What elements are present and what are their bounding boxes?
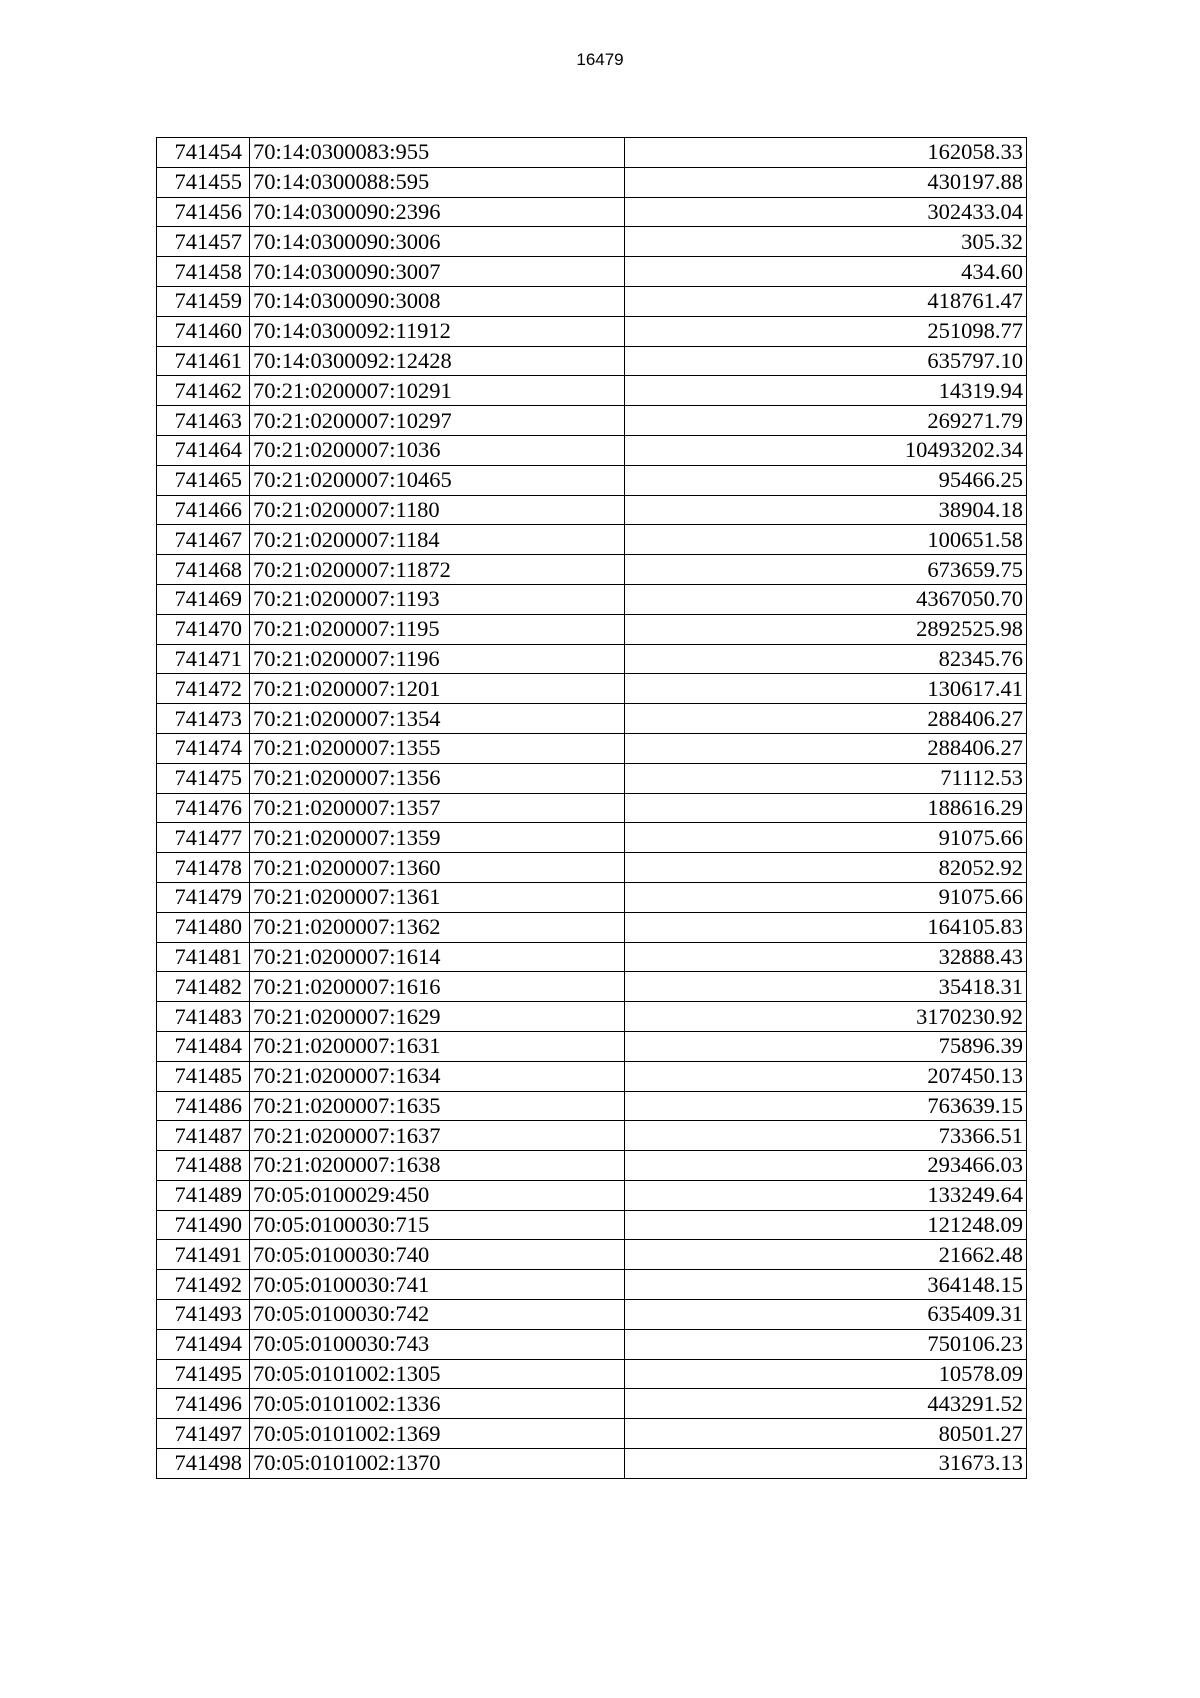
cadastral-value-cell: 73366.51 xyxy=(625,1121,1027,1151)
row-id-cell: 741469 xyxy=(157,584,250,614)
row-id-cell: 741455 xyxy=(157,167,250,197)
table-row xyxy=(157,435,1027,465)
cadastral-number-cell: 70:05:0100030:740 xyxy=(250,1240,625,1270)
cadastral-number-cell: 70:21:0200007:1360 xyxy=(250,853,625,883)
row-id-cell: 741484 xyxy=(157,1031,250,1061)
cadastral-value-cell: 35418.31 xyxy=(625,972,1027,1002)
table-row xyxy=(157,1449,1027,1479)
cadastral-number-cell: 70:14:0300088:595 xyxy=(250,167,625,197)
cadastral-value-cell: 293466.03 xyxy=(625,1151,1027,1181)
table-row xyxy=(157,1210,1027,1240)
table-row xyxy=(157,1389,1027,1419)
cadastral-number-cell: 70:21:0200007:1356 xyxy=(250,763,625,793)
row-id-cell: 741471 xyxy=(157,644,250,674)
row-id-cell: 741481 xyxy=(157,942,250,972)
cadastral-value-cell: 673659.75 xyxy=(625,555,1027,585)
row-id-cell: 741464 xyxy=(157,435,250,465)
table-row xyxy=(157,882,1027,912)
cadastral-number-cell: 70:21:0200007:1354 xyxy=(250,704,625,734)
cadastral-number-cell: 70:05:0101002:1370 xyxy=(250,1449,625,1479)
cadastral-value-cell: 302433.04 xyxy=(625,197,1027,227)
table-row xyxy=(157,584,1027,614)
cadastral-value-cell: 82052.92 xyxy=(625,853,1027,883)
cadastral-number-cell: 70:21:0200007:1036 xyxy=(250,435,625,465)
cadastral-value-cell: 434.60 xyxy=(625,257,1027,287)
table-row xyxy=(157,793,1027,823)
table-row xyxy=(157,555,1027,585)
cadastral-value-cell: 130617.41 xyxy=(625,674,1027,704)
cadastral-number-cell: 70:05:0100030:743 xyxy=(250,1329,625,1359)
cadastral-number-cell: 70:21:0200007:1362 xyxy=(250,912,625,942)
cadastral-value-cell: 635409.31 xyxy=(625,1300,1027,1330)
table-row xyxy=(157,1121,1027,1151)
cadastral-number-cell: 70:05:0100029:450 xyxy=(250,1180,625,1210)
row-id-cell: 741459 xyxy=(157,286,250,316)
row-id-cell: 741467 xyxy=(157,525,250,555)
table-row xyxy=(157,1002,1027,1032)
table-row xyxy=(157,465,1027,495)
cadastral-number-cell: 70:21:0200007:1634 xyxy=(250,1061,625,1091)
cadastral-value-cell: 82345.76 xyxy=(625,644,1027,674)
cadastral-number-cell: 70:05:0101002:1369 xyxy=(250,1419,625,1449)
row-id-cell: 741495 xyxy=(157,1359,250,1389)
table-row xyxy=(157,138,1027,168)
table-row xyxy=(157,704,1027,734)
cadastral-value-cell: 443291.52 xyxy=(625,1389,1027,1419)
cadastral-number-cell: 70:14:0300092:12428 xyxy=(250,346,625,376)
cadastral-number-cell: 70:21:0200007:1184 xyxy=(250,525,625,555)
table-row xyxy=(157,912,1027,942)
row-id-cell: 741458 xyxy=(157,257,250,287)
cadastral-number-cell: 70:21:0200007:1357 xyxy=(250,793,625,823)
row-id-cell: 741482 xyxy=(157,972,250,1002)
cadastral-value-cell: 3170230.92 xyxy=(625,1002,1027,1032)
row-id-cell: 741470 xyxy=(157,614,250,644)
row-id-cell: 741465 xyxy=(157,465,250,495)
row-id-cell: 741480 xyxy=(157,912,250,942)
row-id-cell: 741456 xyxy=(157,197,250,227)
cadastral-value-table xyxy=(156,137,1027,1479)
cadastral-value-cell: 750106.23 xyxy=(625,1329,1027,1359)
table-row xyxy=(157,346,1027,376)
cadastral-value-cell: 91075.66 xyxy=(625,882,1027,912)
row-id-cell: 741468 xyxy=(157,555,250,585)
cadastral-number-cell: 70:21:0200007:10465 xyxy=(250,465,625,495)
page-number: 16479 xyxy=(576,50,624,69)
row-id-cell: 741491 xyxy=(157,1240,250,1270)
row-id-cell: 741485 xyxy=(157,1061,250,1091)
cadastral-value-cell: 80501.27 xyxy=(625,1419,1027,1449)
row-id-cell: 741487 xyxy=(157,1121,250,1151)
table-row xyxy=(157,614,1027,644)
cadastral-value-cell: 4367050.70 xyxy=(625,584,1027,614)
cadastral-value-cell: 32888.43 xyxy=(625,942,1027,972)
row-id-cell: 741477 xyxy=(157,823,250,853)
row-id-cell: 741472 xyxy=(157,674,250,704)
row-id-cell: 741483 xyxy=(157,1002,250,1032)
cadastral-value-cell: 430197.88 xyxy=(625,167,1027,197)
row-id-cell: 741473 xyxy=(157,704,250,734)
cadastral-value-cell: 95466.25 xyxy=(625,465,1027,495)
cadastral-value-cell: 14319.94 xyxy=(625,376,1027,406)
row-id-cell: 741490 xyxy=(157,1210,250,1240)
table-body xyxy=(157,138,1027,1479)
table-row xyxy=(157,853,1027,883)
cadastral-number-cell: 70:21:0200007:1195 xyxy=(250,614,625,644)
row-id-cell: 741486 xyxy=(157,1091,250,1121)
table-row xyxy=(157,1300,1027,1330)
row-id-cell: 741489 xyxy=(157,1180,250,1210)
row-id-cell: 741463 xyxy=(157,406,250,436)
row-id-cell: 741462 xyxy=(157,376,250,406)
cadastral-number-cell: 70:21:0200007:1201 xyxy=(250,674,625,704)
row-id-cell: 741496 xyxy=(157,1389,250,1419)
cadastral-number-cell: 70:21:0200007:1631 xyxy=(250,1031,625,1061)
cadastral-number-cell: 70:21:0200007:1629 xyxy=(250,1002,625,1032)
cadastral-number-cell: 70:21:0200007:10291 xyxy=(250,376,625,406)
table-row xyxy=(157,197,1027,227)
cadastral-value-cell: 763639.15 xyxy=(625,1091,1027,1121)
cadastral-value-cell: 288406.27 xyxy=(625,704,1027,734)
cadastral-number-cell: 70:14:0300090:3006 xyxy=(250,227,625,257)
cadastral-number-cell: 70:21:0200007:1616 xyxy=(250,972,625,1002)
cadastral-value-cell: 31673.13 xyxy=(625,1449,1027,1479)
table-row xyxy=(157,227,1027,257)
cadastral-value-cell: 100651.58 xyxy=(625,525,1027,555)
row-id-cell: 741494 xyxy=(157,1329,250,1359)
row-id-cell: 741479 xyxy=(157,882,250,912)
cadastral-number-cell: 70:05:0101002:1336 xyxy=(250,1389,625,1419)
row-id-cell: 741493 xyxy=(157,1300,250,1330)
table-row xyxy=(157,376,1027,406)
cadastral-number-cell: 70:14:0300090:3007 xyxy=(250,257,625,287)
table-row xyxy=(157,644,1027,674)
table-row xyxy=(157,972,1027,1002)
cadastral-number-cell: 70:21:0200007:1180 xyxy=(250,495,625,525)
table-row xyxy=(157,406,1027,436)
cadastral-number-cell: 70:21:0200007:1193 xyxy=(250,584,625,614)
table-row xyxy=(157,495,1027,525)
cadastral-number-cell: 70:21:0200007:10297 xyxy=(250,406,625,436)
table-row xyxy=(157,763,1027,793)
cadastral-number-cell: 70:14:0300090:3008 xyxy=(250,286,625,316)
cadastral-number-cell: 70:21:0200007:1196 xyxy=(250,644,625,674)
table-row xyxy=(157,167,1027,197)
table-row xyxy=(157,1240,1027,1270)
cadastral-number-cell: 70:05:0101002:1305 xyxy=(250,1359,625,1389)
cadastral-number-cell: 70:21:0200007:1638 xyxy=(250,1151,625,1181)
cadastral-value-cell: 188616.29 xyxy=(625,793,1027,823)
cadastral-number-cell: 70:05:0100030:741 xyxy=(250,1270,625,1300)
cadastral-number-cell: 70:21:0200007:1637 xyxy=(250,1121,625,1151)
row-id-cell: 741497 xyxy=(157,1419,250,1449)
row-id-cell: 741454 xyxy=(157,138,250,168)
cadastral-number-cell: 70:14:0300092:11912 xyxy=(250,316,625,346)
cadastral-value-cell: 305.32 xyxy=(625,227,1027,257)
cadastral-value-cell: 10578.09 xyxy=(625,1359,1027,1389)
cadastral-number-cell: 70:05:0100030:742 xyxy=(250,1300,625,1330)
cadastral-value-cell: 38904.18 xyxy=(625,495,1027,525)
table-row xyxy=(157,1061,1027,1091)
table-row xyxy=(157,674,1027,704)
cadastral-value-cell: 162058.33 xyxy=(625,138,1027,168)
row-id-cell: 741488 xyxy=(157,1151,250,1181)
cadastral-value-cell: 164105.83 xyxy=(625,912,1027,942)
table-row xyxy=(157,733,1027,763)
table-row xyxy=(157,1419,1027,1449)
table-row xyxy=(157,257,1027,287)
cadastral-value-cell: 21662.48 xyxy=(625,1240,1027,1270)
row-id-cell: 741460 xyxy=(157,316,250,346)
table-row xyxy=(157,942,1027,972)
cadastral-value-cell: 133249.64 xyxy=(625,1180,1027,1210)
cadastral-number-cell: 70:21:0200007:11872 xyxy=(250,555,625,585)
row-id-cell: 741492 xyxy=(157,1270,250,1300)
table-row xyxy=(157,1359,1027,1389)
row-id-cell: 741466 xyxy=(157,495,250,525)
cadastral-number-cell: 70:21:0200007:1635 xyxy=(250,1091,625,1121)
cadastral-number-cell: 70:14:0300083:955 xyxy=(250,138,625,168)
row-id-cell: 741476 xyxy=(157,793,250,823)
cadastral-number-cell: 70:21:0200007:1359 xyxy=(250,823,625,853)
cadastral-value-cell: 75896.39 xyxy=(625,1031,1027,1061)
cadastral-value-cell: 418761.47 xyxy=(625,286,1027,316)
cadastral-value-cell: 121248.09 xyxy=(625,1210,1027,1240)
cadastral-number-cell: 70:21:0200007:1614 xyxy=(250,942,625,972)
table-row xyxy=(157,286,1027,316)
row-id-cell: 741457 xyxy=(157,227,250,257)
table-row xyxy=(157,525,1027,555)
row-id-cell: 741475 xyxy=(157,763,250,793)
row-id-cell: 741461 xyxy=(157,346,250,376)
table-row xyxy=(157,1329,1027,1359)
cadastral-number-cell: 70:21:0200007:1355 xyxy=(250,733,625,763)
cadastral-value-cell: 288406.27 xyxy=(625,733,1027,763)
table-row xyxy=(157,1091,1027,1121)
table-row xyxy=(157,823,1027,853)
cadastral-value-cell: 71112.53 xyxy=(625,763,1027,793)
table-row xyxy=(157,1270,1027,1300)
row-id-cell: 741498 xyxy=(157,1449,250,1479)
cadastral-value-cell: 635797.10 xyxy=(625,346,1027,376)
row-id-cell: 741474 xyxy=(157,733,250,763)
table-row xyxy=(157,1151,1027,1181)
cadastral-number-cell: 70:21:0200007:1361 xyxy=(250,882,625,912)
cadastral-value-cell: 2892525.98 xyxy=(625,614,1027,644)
cadastral-number-cell: 70:14:0300090:2396 xyxy=(250,197,625,227)
cadastral-value-cell: 10493202.34 xyxy=(625,435,1027,465)
row-id-cell: 741478 xyxy=(157,853,250,883)
table-row xyxy=(157,1031,1027,1061)
cadastral-value-cell: 91075.66 xyxy=(625,823,1027,853)
cadastral-number-cell: 70:05:0100030:715 xyxy=(250,1210,625,1240)
cadastral-value-cell: 251098.77 xyxy=(625,316,1027,346)
cadastral-value-cell: 364148.15 xyxy=(625,1270,1027,1300)
cadastral-value-cell: 207450.13 xyxy=(625,1061,1027,1091)
table-row xyxy=(157,1180,1027,1210)
cadastral-value-cell: 269271.79 xyxy=(625,406,1027,436)
table-row xyxy=(157,316,1027,346)
